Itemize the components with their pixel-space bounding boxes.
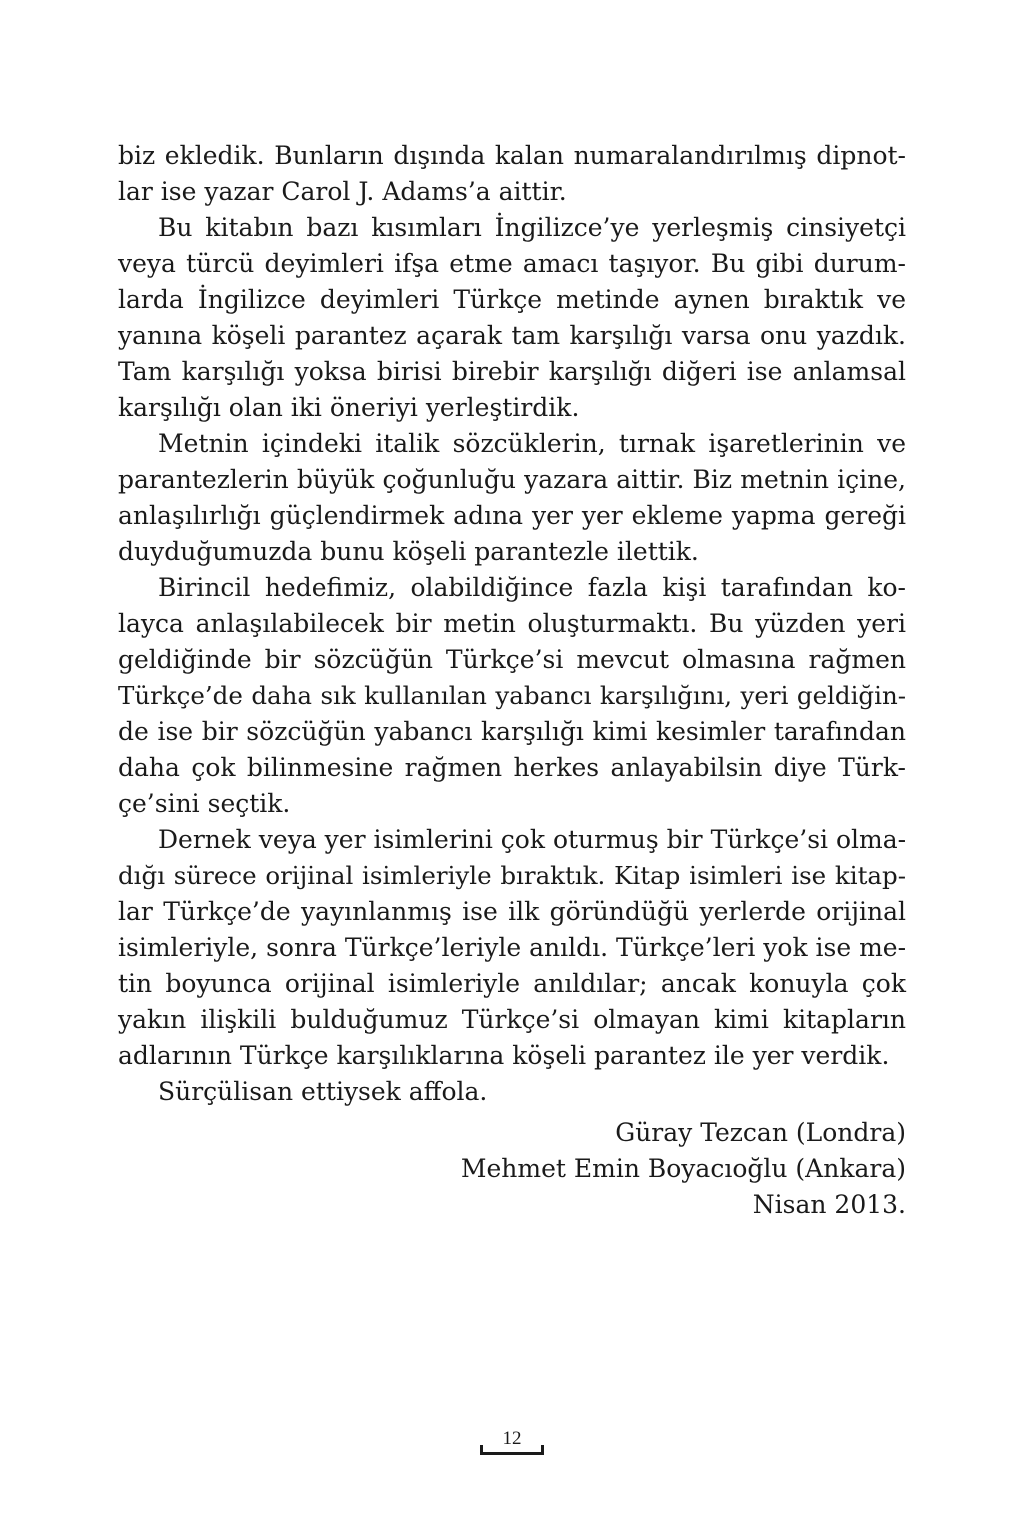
text-line: isimleriyle, sonra Türkçe’leriyle anıldı. Türkçe’leri yok ise me-	[118, 933, 907, 962]
text-line: Bu kitabın bazı kısımları İngilizce’ye yerleşmiş cinsiyetçi	[158, 213, 906, 242]
text-line: karşılığı olan iki öneriyi yerleştirdik.	[118, 393, 580, 422]
text-line: lar ise yazar Carol J. Adams’a aittir.	[118, 177, 567, 206]
body-text	[118, 138, 906, 1110]
text-line: adlarının Türkçe karşılıklarına köşeli parantez ile yer verdik.	[118, 1041, 890, 1070]
text-line: Türkçe’de daha sık kullanılan yabancı karşılığını, yeri geldiğin-	[118, 681, 906, 710]
text-line: anlaşılırlığı güçlendirmek adına yer yer ekleme yapma gereği	[118, 501, 906, 530]
text-line: dığı sürece orijinal isimleriyle bıraktık. Kitap isimleri ise kitap-	[118, 861, 906, 890]
text-line: de ise bir sözcüğün yabancı karşılığı kimi kesimler tarafından	[118, 717, 906, 746]
page-footer	[0, 1425, 1024, 1465]
text-line: daha çok bilinmesine rağmen herkes anlayabilsin diye Türk-	[118, 753, 906, 782]
text-line: larda İngilizce deyimleri Türkçe metinde aynen bıraktık ve	[118, 285, 906, 314]
text-line: parantezlerin büyük çoğunluğu yazara aittir. Biz metnin içine,	[118, 465, 906, 494]
text-line: Sürçülisan ettiysek affola.	[158, 1077, 488, 1106]
signature-translator-2: Mehmet Emin Boyacıoğlu (Ankara)	[460, 1154, 906, 1183]
text-line: duyduğumuzda bunu köşeli parantezle ilettik.	[118, 537, 699, 566]
text-line: biz ekledik. Bunların dışında kalan numaralandırılmış dipnot-	[118, 141, 906, 170]
text-line: çe’sini seçtik.	[118, 789, 291, 818]
text-line: lar Türkçe’de yayınlanmış ise ilk göründüğü yerlerde orijinal	[118, 897, 906, 926]
signature-block	[461, 1115, 906, 1223]
footer-tick-right	[541, 1445, 544, 1455]
signature-translator-1: Güray Tezcan (Londra)	[615, 1118, 906, 1147]
text-line: Tam karşılığı yoksa birisi birebir karşılığı diğeri ise anlamsal	[118, 357, 906, 386]
text-line: Dernek veya yer isimlerini çok oturmuş bir Türkçe’si olma-	[158, 825, 907, 854]
text-line: Birincil hedefimiz, olabildiğince fazla kişi tarafından ko-	[158, 573, 906, 602]
text-line: geldiğinde bir sözcüğün Türkçe’si mevcut olmasına rağmen	[118, 645, 906, 674]
text-line: Metnin içindeki italik sözcüklerin, tırnak işaretlerinin ve	[158, 429, 906, 458]
text-line: tin boyunca orijinal isimleriyle anıldılar; ancak konuyla çok	[118, 969, 906, 998]
text-line: yakın ilişkili bulduğumuz Türkçe’si olmayan kimi kitapların	[118, 1005, 906, 1034]
footer-tick-left	[480, 1445, 483, 1455]
signature-date: Nisan 2013.	[752, 1190, 906, 1219]
text-line: layca anlaşılabilecek bir metin oluşturmaktı. Bu yüzden yeri	[118, 609, 906, 638]
footer-rule	[480, 1452, 544, 1455]
text-line: yanına köşeli parantez açarak tam karşılığı varsa onu yazdık.	[118, 321, 906, 350]
text-line: veya türcü deyimleri ifşa etme amacı taşıyor. Bu gibi durum-	[118, 249, 906, 278]
page-number: 12	[502, 1428, 522, 1449]
